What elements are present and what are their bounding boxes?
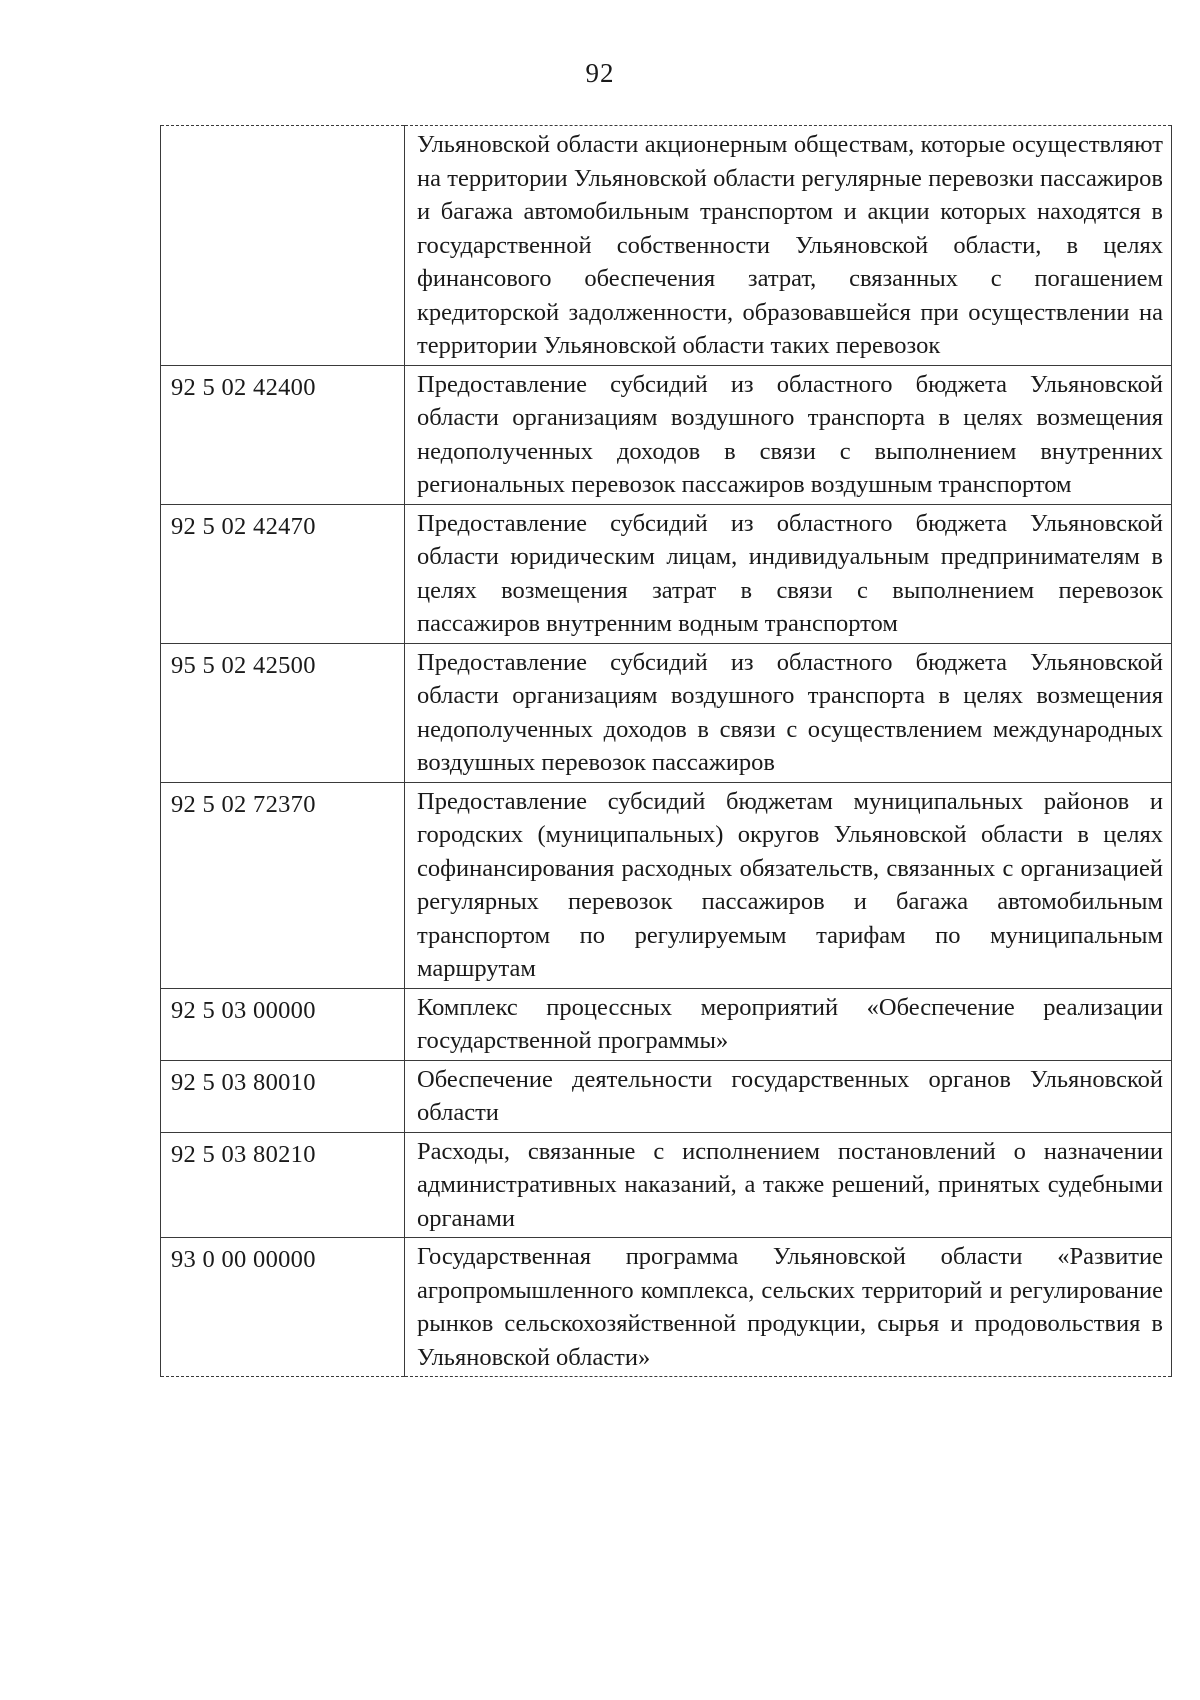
row-code: 92 5 03 80010 — [161, 1060, 405, 1132]
table-row — [161, 1132, 1172, 1238]
row-description: Обеспечение деятельности государственных органов Ульяновской области — [405, 1060, 1172, 1132]
table-row — [161, 126, 1172, 366]
table-row — [161, 1238, 1172, 1377]
row-code: 92 5 02 72370 — [161, 782, 405, 988]
row-description: Ульяновской области акционерным обществам, которые осуществляют на территории Ульяновской области регулярные перевозки пассажиров и багажа автомобильным транспортом и акции которых находятся в государственной собственности Ульяновской области, в целях финансового обеспечения затрат, связанных с погашением кредиторской задолженности, образовавшейся при осуществлении на территории Ульяновской области таких перевозок — [405, 126, 1172, 366]
row-code: 95 5 02 42500 — [161, 643, 405, 782]
row-description: Предоставление субсидий из областного бюджета Ульяновской области организациям воздушного транспорта в целях возмещения недополученных доходов в связи с выполнением внутренних региональных перевозок пассажиров воздушным транспортом — [405, 365, 1172, 504]
table-row — [161, 988, 1172, 1060]
page-number: 92 — [585, 58, 615, 88]
row-description: Предоставление субсидий из областного бюджета Ульяновской области организациям воздушного транспорта в целях возмещения недополученных доходов в связи с осуществлением международных воздушных перевозок пассажиров — [405, 643, 1172, 782]
row-code: 92 5 03 80210 — [161, 1132, 405, 1238]
row-code: 92 5 03 00000 — [161, 988, 405, 1060]
row-description: Комплекс процессных мероприятий «Обеспечение реализации государственной программы» — [405, 988, 1172, 1060]
budget-classification-table — [160, 125, 1172, 1377]
row-code: 92 5 02 42400 — [161, 365, 405, 504]
row-code — [161, 126, 405, 366]
table-row — [161, 504, 1172, 643]
table-row — [161, 782, 1172, 988]
row-description: Расходы, связанные с исполнением постановлений о назначении административных наказаний, а также решений, принятых судебными органами — [405, 1132, 1172, 1238]
table-row — [161, 643, 1172, 782]
row-code: 93 0 00 00000 — [161, 1238, 405, 1377]
table-row — [161, 365, 1172, 504]
row-code: 92 5 02 42470 — [161, 504, 405, 643]
row-description: Предоставление субсидий бюджетам муниципальных районов и городских (муниципальных) округов Ульяновской области в целях софинансирования расходных обязательств, связанных с организацией регулярных перевозок пассажиров и багажа автомобильным транспортом по регулируемым тарифам по муниципальным маршрутам — [405, 782, 1172, 988]
table-row — [161, 1060, 1172, 1132]
row-description: Предоставление субсидий из областного бюджета Ульяновской области юридическим лицам, индивидуальным предпринимателям в целях возмещения затрат в связи с выполнением перевозок пассажиров внутренним водным транспортом — [405, 504, 1172, 643]
row-description: Государственная программа Ульяновской области «Развитие агропромышленного комплекса, сельских территорий и регулирование рынков сельскохозяйственной продукции, сырья и продовольствия в Ульяновской области» — [405, 1238, 1172, 1377]
